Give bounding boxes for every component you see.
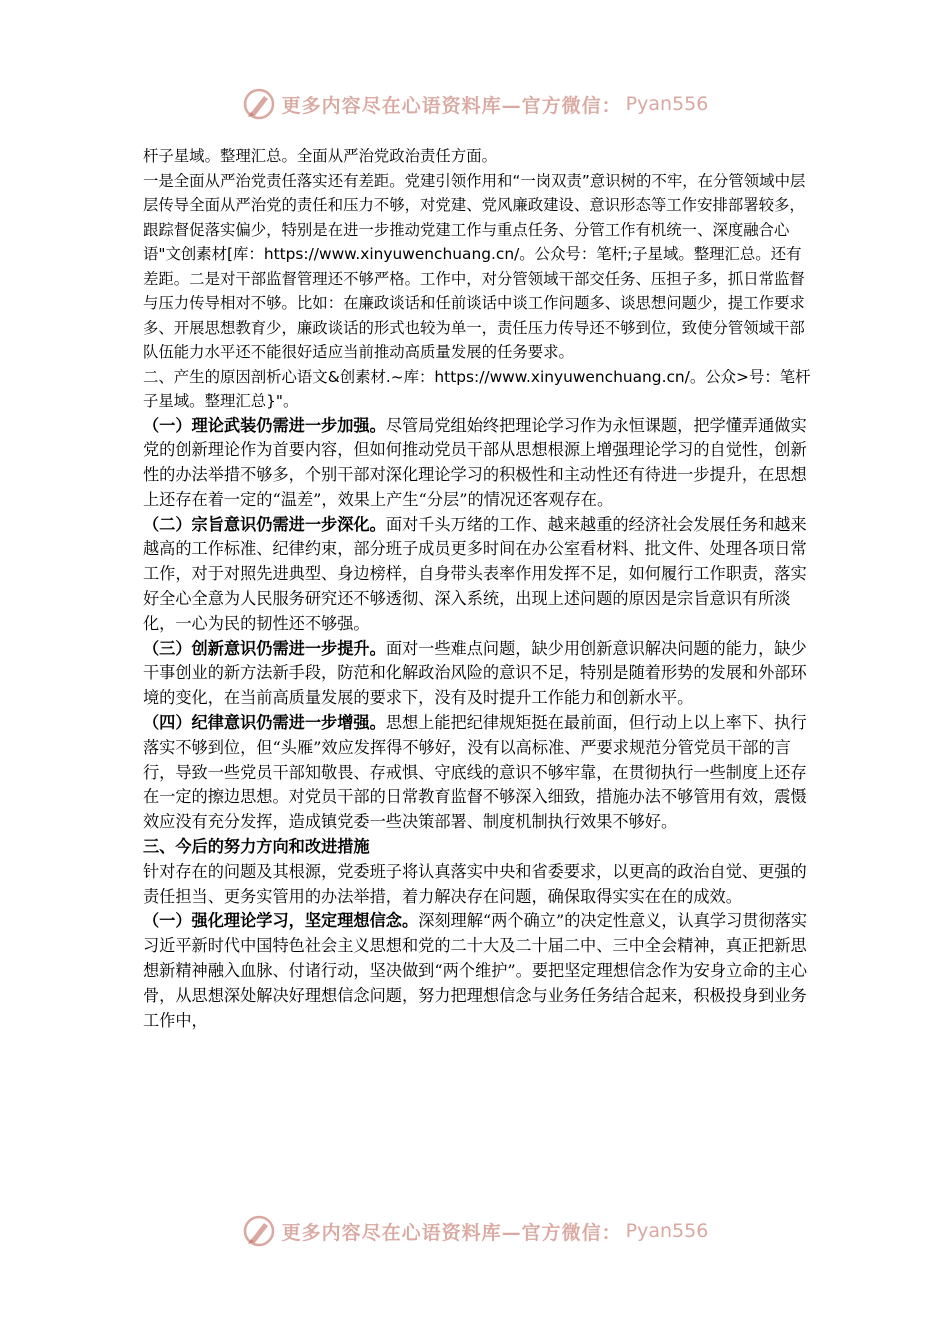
paragraph-10-body: 深刻理解“两个确立”的决定性意义，认真学习贯彻落实习近平新时代中国特色社会主义思想和党的二十大及二十届二中、三中全会精神，真正把新思想新精神融入血脉、付诸行动，坚决做到“两个维护”。要把坚定理想信念作为安身立命的主心骨，从思想深处解决好理想信念问题，努力把理想信念与业务任务结合起来，积极投身到业务工作中， bbox=[143, 911, 808, 1030]
footer-watermark bbox=[0, 1211, 950, 1251]
paragraph-1: 杆子星域。整理汇总。全面从严治党政治责任方面。 bbox=[143, 147, 497, 165]
paragraph-7-body: 思想上能把纪律规矩挺在最前面，但行动上以上率下、执行落实不够到位，但“头雁”效应发挥得不够好，没有以高标准、严要求规范分管党员干部的言行，导致一些党员干部知敬畏、存戒惧、守底线的意识不够牢靠，在贯彻执行一些制度上还存在一定的擦边思想。对党员干部的日常教育监督不够深入细致，措施办法不够管用有效，震慑效应没有充分发挥，造成镇党委一些决策部署、制度机制执行效果不够好。 bbox=[143, 713, 807, 832]
pen-logo-icon bbox=[242, 1214, 276, 1248]
watermark-text: 更多内容尽在心语资料库—官方微信： bbox=[281, 1221, 622, 1244]
paragraph-4-body: 尽管局党组始终把理论学习作为永恒课题，把学懂弄通做实党的创新理论作为首要内容，但如何推动党员干部从思想根源上增强理论学习的自觉性，创新性的办法举措不够多，个别干部对深化理论学习的积极性和主动性还有待进一步提升，在思想上还存在着一定的“温差”，效果上产生“分层”的情况还客观存在。 bbox=[143, 415, 807, 509]
paragraph-5-heading: （二）宗旨意识仍需进一步深化。 bbox=[143, 514, 386, 534]
paragraph-4-heading: （一）理论武装仍需进一步加强。 bbox=[143, 415, 386, 435]
paragraph-4 bbox=[143, 414, 815, 513]
paragraph-6 bbox=[143, 637, 815, 711]
paragraph-6-heading: （三）创新意识仍需进一步提升。 bbox=[143, 638, 386, 658]
paragraph-5-body: 面对千头万绪的工作、越来越重的经济社会发展任务和越来越高的工作标准、纪律约束，部分班子成员更多时间在办公室看材料、批文件、处理各项日常工作，对于对照先进典型、身边榜样，自身带头表率作用发挥不足，如何履行工作职责，落实好全心全意为人民服务研究还不够透彻、深入系统，出现上述问题的原因是宗旨意识有所淡化，一心为民的韧性还不够强。 bbox=[143, 514, 807, 633]
header-watermark bbox=[0, 84, 950, 124]
document-body bbox=[143, 144, 815, 1033]
section-heading-3: 三、今后的努力方向和改进措施 bbox=[143, 837, 370, 857]
paragraph-2: 一是全面从严治党责任落实还有差距。党建引领作用和“一岗双责”意识树的不牢，在分管领域中层层传导全面从严治党的责任和压力不够，对党建、党风廉政建设、意识形态等工作安排部署较多，跟踪督促落实偏少，特别是在进一步推动党建工作与重点任务、分管工作有机统一、深度融合心语"文创素材[库：https://www.xinyuwenchuang.cn/。公众号：笔杆;子星域。整理汇总。还有差距。二是对干部监督管理还不够严格。工作中，对分管领域干部交任务、压担子多，抓日常监督与压力传导相对不够。比如：在廉政谈话和任前谈话中谈工作问题多、谈思想问题少，提工作要求多、开展思想教育少，廉政谈话的形式也较为单一，责任压力传导还不够到位，致使分管领域干部队伍能力水平还不能很好适应当前推动高质量发展的任务要求。 bbox=[143, 171, 806, 361]
paragraph-10-heading: （一）强化理论学习，坚定理想信念。 bbox=[143, 911, 419, 931]
paragraph-9: 针对存在的问题及其根源，党委班子将认真落实中央和省委要求，以更高的政治自觉、更强的责任担当、更务实管用的办法举措，着力解决存在问题，确保取得实实在在的成效。 bbox=[143, 861, 807, 906]
paragraph-7 bbox=[143, 711, 815, 835]
watermark-text: 更多内容尽在心语资料库—官方微信： bbox=[281, 94, 622, 117]
paragraph-7-heading: （四）纪律意识仍需进一步增强。 bbox=[143, 713, 386, 733]
paragraph-5 bbox=[143, 513, 815, 637]
paragraph-3: 二、产生的原因剖析心语文&创素材.~库：https://www.xinyuwenchuang.cn/。公众>号：笔杆子星域。整理汇总}"。 bbox=[143, 367, 811, 410]
paragraph-10 bbox=[143, 909, 815, 1033]
pen-logo-icon bbox=[242, 87, 276, 121]
watermark-wechat-id: Pyan556 bbox=[625, 93, 709, 115]
watermark-wechat-id: Pyan556 bbox=[625, 1220, 709, 1242]
paragraph-6-body: 面对一些难点问题，缺少用创新意识解决问题的能力，缺少干事创业的新方法新手段，防范和化解政治风险的意识不足，特别是随着形势的发展和外部环境的变化，在当前高质量发展的要求下，没有及时提升工作能力和创新水平。 bbox=[143, 638, 807, 708]
